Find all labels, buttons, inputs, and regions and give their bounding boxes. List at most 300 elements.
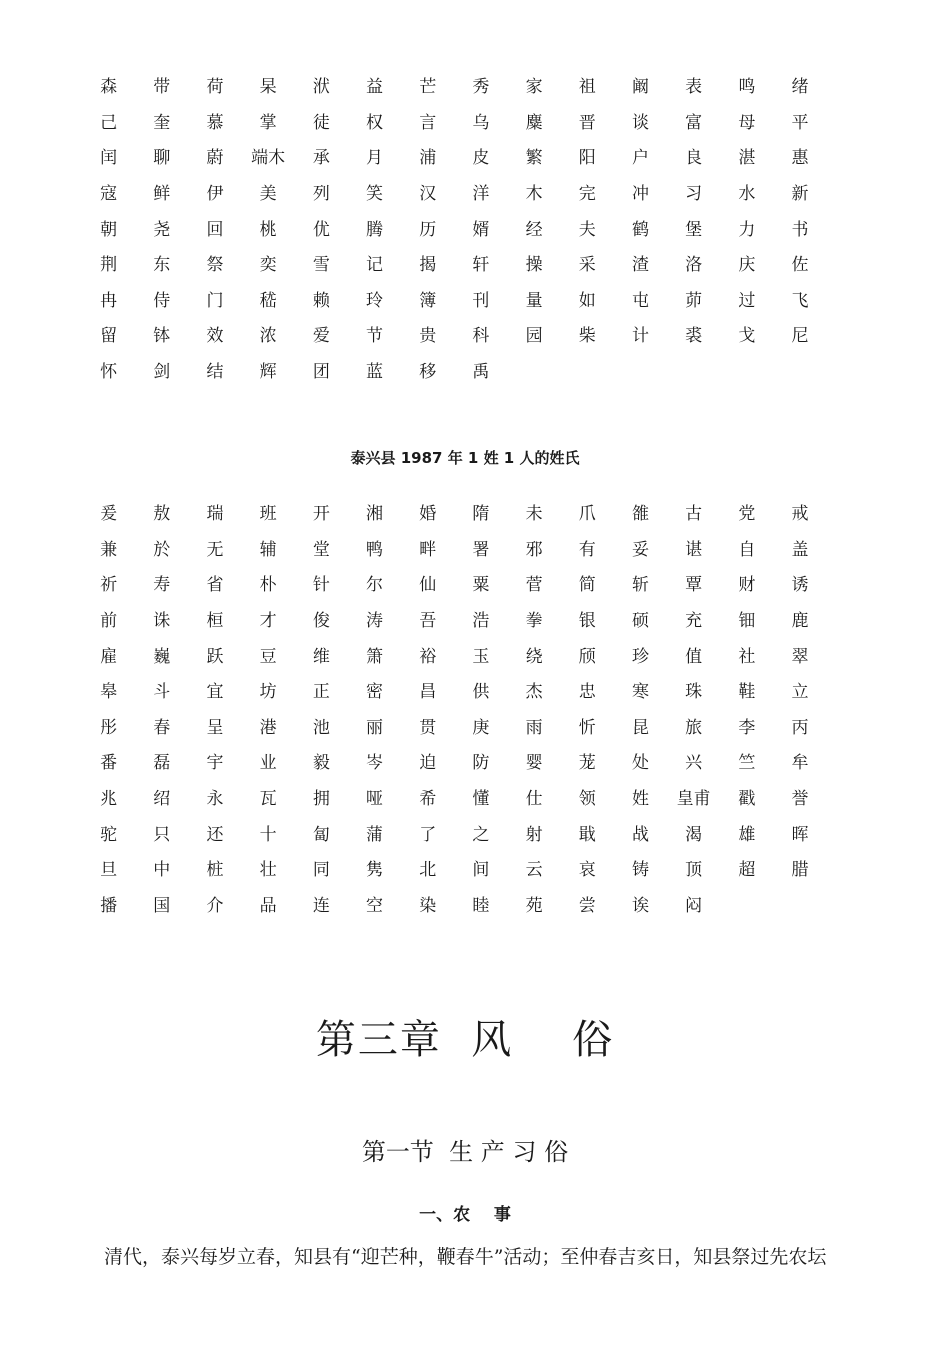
surname-cell: 昆	[631, 717, 649, 738]
surname-cell: 介	[206, 895, 224, 916]
surname-cell: 戢	[578, 824, 596, 845]
surname-cell: 之	[472, 824, 490, 845]
surname-cell: 祭	[206, 255, 224, 276]
surname-cell: 表	[685, 77, 703, 98]
surname-cell: 维	[312, 646, 330, 667]
surname-cell: 禹	[472, 362, 490, 383]
surname-cell: 移	[419, 362, 437, 383]
surname-cell: 姓	[631, 789, 649, 810]
surname-cell: 洋	[472, 184, 490, 205]
surname-cell: 杲	[259, 77, 277, 98]
surname-cell: 贯	[419, 717, 437, 738]
surname-cell: 针	[312, 575, 330, 596]
surname-cell: 旅	[685, 717, 703, 738]
surname-grid-bottom-row	[82, 604, 827, 640]
surname-cell: 己	[100, 112, 118, 133]
surname-cell: 鲜	[153, 184, 171, 205]
surname-cell: 隋	[472, 504, 490, 525]
surname-cell: 钵	[153, 326, 171, 347]
surname-grid-top-row	[82, 248, 827, 284]
surname-cell: 戈	[738, 326, 756, 347]
surname-cell: 掌	[259, 112, 277, 133]
surname-cell: 品	[259, 895, 277, 916]
surname-cell: 鸣	[738, 77, 756, 98]
surname-cell: 腊	[791, 860, 809, 881]
surname-grid-bottom-row	[82, 889, 827, 925]
surname-cell: 权	[366, 112, 384, 133]
surname-cell: 菅	[525, 575, 543, 596]
surname-cell: 银	[578, 611, 596, 632]
surname-cell: 雇	[100, 646, 118, 667]
surname-cell: 昌	[419, 682, 437, 703]
surname-cell: 皮	[472, 148, 490, 169]
surname-cell: 珠	[685, 682, 703, 703]
surname-cell: 水	[738, 184, 756, 205]
surname-grid-top-row	[82, 106, 827, 142]
surname-cell: 兆	[100, 789, 118, 810]
surname-cell: 粟	[472, 575, 490, 596]
surname-cell: 谈	[631, 112, 649, 133]
surname-cell: 领	[578, 789, 596, 810]
surname-cell: 列	[312, 184, 330, 205]
surname-cell: 颀	[578, 646, 596, 667]
surname-cell: 朴	[259, 575, 277, 596]
surname-cell: 邪	[525, 539, 543, 560]
surname-cell: 播	[100, 895, 118, 916]
surname-cell: 射	[525, 824, 543, 845]
surname-cell: 呈	[206, 717, 224, 738]
surname-cell: 处	[631, 753, 649, 774]
subsection-title: 第一节 生 产 习 俗	[361, 1138, 569, 1166]
surname-grid-top-row	[82, 355, 827, 391]
surname-cell: 效	[206, 326, 224, 347]
surname-cell: 门	[206, 290, 224, 311]
surname-cell: 哑	[366, 789, 384, 810]
surname-cell: 了	[419, 824, 437, 845]
surname-cell: 力	[738, 219, 756, 240]
surname-cell: 采	[578, 255, 596, 276]
surname-cell: 秀	[472, 77, 490, 98]
surname-cell: 宇	[206, 753, 224, 774]
surname-cell: 庆	[738, 255, 756, 276]
surname-cell: 东	[153, 255, 171, 276]
surname-cell: 浓	[259, 326, 277, 347]
surname-cell: 书	[791, 219, 809, 240]
surname-cell: 阚	[631, 77, 649, 98]
surname-cell: 忠	[578, 682, 596, 703]
surname-cell: 俊	[312, 611, 330, 632]
surname-cell: 中	[153, 860, 171, 881]
surname-cell: 夫	[578, 219, 596, 240]
surname-cell: 麋	[525, 112, 543, 133]
surname-cell: 豆	[259, 646, 277, 667]
surname-cell: 渣	[631, 255, 649, 276]
surname-cell: 古	[685, 504, 703, 525]
surname-cell: 未	[525, 504, 543, 525]
surname-cell: 习	[685, 184, 703, 205]
surname-cell: 赖	[312, 290, 330, 311]
surname-grid-bottom-row	[82, 639, 827, 675]
surname-cell: 轩	[472, 255, 490, 276]
surname-cell: 正	[312, 682, 330, 703]
surname-cell: 闰	[100, 148, 118, 169]
surname-cell: 桓	[206, 611, 224, 632]
surname-cell: 党	[738, 504, 756, 525]
surname-cell: 尧	[153, 219, 171, 240]
surname-cell: 腾	[366, 219, 384, 240]
surname-cell: 鸭	[366, 539, 384, 560]
surname-cell: 自	[738, 539, 756, 560]
surname-cell: 妥	[631, 539, 649, 560]
surname-cell: 绕	[525, 646, 543, 667]
surname-cell: 懂	[472, 789, 490, 810]
surname-cell: 荆	[100, 255, 118, 276]
surname-cell: 结	[206, 362, 224, 383]
surname-cell: 杰	[525, 682, 543, 703]
surname-cell: 皇甫	[676, 789, 711, 810]
surname-cell: 空	[366, 895, 384, 916]
surname-cell: 簿	[419, 290, 437, 311]
surname-cell: 鹤	[631, 219, 649, 240]
surname-cell: 浦	[419, 148, 437, 169]
surname-cell: 家	[525, 77, 543, 98]
section-title: 泰兴县 1987 年 1 姓 1 人的姓氏	[350, 449, 580, 467]
surname-cell: 班	[259, 504, 277, 525]
surname-cell: 谌	[685, 539, 703, 560]
surname-cell: 木	[525, 184, 543, 205]
surname-cell: 堂	[312, 539, 330, 560]
surname-cell: 巍	[153, 646, 171, 667]
surname-cell: 战	[631, 824, 649, 845]
surname-cell: 经	[525, 219, 543, 240]
surname-cell: 贵	[419, 326, 437, 347]
surname-cell: 省	[206, 575, 224, 596]
surname-cell: 承	[312, 148, 330, 169]
surname-cell: 湛	[738, 148, 756, 169]
surname-cell: 瓦	[259, 789, 277, 810]
surname-cell: 湘	[366, 504, 384, 525]
surname-cell: 密	[366, 682, 384, 703]
surname-cell: 社	[738, 646, 756, 667]
surname-cell: 涛	[366, 611, 384, 632]
surname-cell: 记	[366, 255, 384, 276]
surname-cell: 寒	[631, 682, 649, 703]
surname-cell: 坊	[259, 682, 277, 703]
surname-cell: 才	[259, 611, 277, 632]
surname-cell: 渴	[685, 824, 703, 845]
surname-cell: 言	[419, 112, 437, 133]
surname-cell: 嵇	[259, 290, 277, 311]
surname-cell: 雒	[631, 504, 649, 525]
surname-grid-bottom-row	[82, 568, 827, 604]
surname-cell: 间	[472, 860, 490, 881]
surname-cell: 美	[259, 184, 277, 205]
surname-cell: 简	[578, 575, 596, 596]
surname-cell: 吾	[419, 611, 437, 632]
surname-cell: 爱	[312, 326, 330, 347]
surname-cell: 同	[312, 860, 330, 881]
surname-cell: 珍	[631, 646, 649, 667]
surname-cell: 庚	[472, 717, 490, 738]
surname-cell: 优	[312, 219, 330, 240]
surname-cell: 婴	[525, 753, 543, 774]
surname-grid-top-row	[82, 319, 827, 355]
surname-cell: 云	[525, 860, 543, 881]
surname-cell: 钿	[738, 611, 756, 632]
surname-cell: 芒	[419, 77, 437, 98]
surname-cell: 鞋	[738, 682, 756, 703]
surname-grid-bottom	[82, 497, 827, 924]
surname-cell: 聊	[153, 148, 171, 169]
surname-cell: 绍	[153, 789, 171, 810]
surname-cell: 驼	[100, 824, 118, 845]
surname-cell: 超	[738, 860, 756, 881]
surname-cell: 拥	[312, 789, 330, 810]
surname-cell: 笑	[366, 184, 384, 205]
surname-cell: 无	[206, 539, 224, 560]
surname-grid-bottom-row	[82, 497, 827, 533]
surname-cell: 仕	[525, 789, 543, 810]
surname-cell: 哀	[578, 860, 596, 881]
surname-cell: 港	[259, 717, 277, 738]
surname-grid-bottom-row	[82, 746, 827, 782]
surname-cell: 玲	[366, 290, 384, 311]
surname-cell: 尔	[366, 575, 384, 596]
surname-cell: 跃	[206, 646, 224, 667]
surname-cell: 雄	[738, 824, 756, 845]
surname-cell: 量	[525, 290, 543, 311]
surname-cell: 宜	[206, 682, 224, 703]
surname-cell: 戒	[791, 504, 809, 525]
surname-cell: 侍	[153, 290, 171, 311]
surname-grid-bottom-row	[82, 711, 827, 747]
surname-cell: 箫	[366, 646, 384, 667]
surname-cell: 彤	[100, 717, 118, 738]
surname-cell: 回	[206, 219, 224, 240]
surname-cell: 茏	[578, 753, 596, 774]
surname-cell: 如	[578, 290, 596, 311]
surname-grid-bottom-row	[82, 853, 827, 889]
surname-cell: 柴	[578, 326, 596, 347]
surname-cell: 完	[578, 184, 596, 205]
surname-cell: 蓝	[366, 362, 384, 383]
surname-grid-bottom-row	[82, 533, 827, 569]
surname-cell: 科	[472, 326, 490, 347]
surname-grid-top-row	[82, 284, 827, 320]
surname-cell: 刊	[472, 290, 490, 311]
surname-cell: 繁	[525, 148, 543, 169]
surname-cell: 汉	[419, 184, 437, 205]
surname-cell: 朝	[100, 219, 118, 240]
surname-cell: 斗	[153, 682, 171, 703]
surname-cell: 瑞	[206, 504, 224, 525]
surname-cell: 染	[419, 895, 437, 916]
surname-cell: 财	[738, 575, 756, 596]
surname-cell: 供	[472, 682, 490, 703]
surname-cell: 户	[631, 148, 649, 169]
surname-cell: 池	[312, 717, 330, 738]
surname-cell: 新	[791, 184, 809, 205]
surname-cell: 值	[685, 646, 703, 667]
surname-cell: 岑	[366, 753, 384, 774]
surname-cell: 计	[631, 326, 649, 347]
surname-cell: 署	[472, 539, 490, 560]
surname-cell: 带	[153, 77, 171, 98]
surname-cell: 尼	[791, 326, 809, 347]
surname-cell: 桃	[259, 219, 277, 240]
surname-cell: 旦	[100, 860, 118, 881]
surname-grid-top	[82, 70, 827, 390]
surname-cell: 匐	[312, 824, 330, 845]
surname-cell: 翠	[791, 646, 809, 667]
surname-cell: 忻	[578, 717, 596, 738]
surname-grid-top-row	[82, 177, 827, 213]
surname-cell: 雪	[312, 255, 330, 276]
surname-cell: 揭	[419, 255, 437, 276]
surname-cell: 番	[100, 753, 118, 774]
surname-cell: 历	[419, 219, 437, 240]
surname-cell: 慕	[206, 112, 224, 133]
chapter-title: 第三章 风 俗	[315, 1017, 615, 1063]
surname-cell: 仙	[419, 575, 437, 596]
surname-cell: 端木	[251, 148, 286, 169]
surname-cell: 冉	[100, 290, 118, 311]
surname-cell: 兴	[685, 753, 703, 774]
surname-cell: 留	[100, 326, 118, 347]
surname-cell: 盖	[791, 539, 809, 560]
surname-cell: 晖	[791, 824, 809, 845]
surname-cell: 剑	[153, 362, 171, 383]
surname-cell: 北	[419, 860, 437, 881]
surname-cell: 乌	[472, 112, 490, 133]
surname-cell: 富	[685, 112, 703, 133]
surname-cell: 怀	[100, 362, 118, 383]
surname-cell: 硕	[631, 611, 649, 632]
surname-cell: 奕	[259, 255, 277, 276]
surname-cell: 荷	[206, 77, 224, 98]
item-title: 一、农 事	[419, 1205, 511, 1225]
surname-cell: 前	[100, 611, 118, 632]
surname-cell: 徒	[312, 112, 330, 133]
surname-cell: 晋	[578, 112, 596, 133]
surname-cell: 戳	[738, 789, 756, 810]
surname-cell: 蔚	[206, 148, 224, 169]
surname-cell: 闷	[685, 895, 703, 916]
surname-cell: 顶	[685, 860, 703, 881]
surname-cell: 洑	[312, 77, 330, 98]
surname-cell: 充	[685, 611, 703, 632]
surname-grid-bottom-row	[82, 817, 827, 853]
surname-cell: 婚	[419, 504, 437, 525]
surname-cell: 丙	[791, 717, 809, 738]
surname-cell: 过	[738, 290, 756, 311]
surname-cell: 还	[206, 824, 224, 845]
surname-cell: 绪	[791, 77, 809, 98]
surname-cell: 洛	[685, 255, 703, 276]
surname-cell: 迫	[419, 753, 437, 774]
surname-cell: 堡	[685, 219, 703, 240]
surname-cell: 辉	[259, 362, 277, 383]
surname-cell: 只	[153, 824, 171, 845]
surname-cell: 丽	[366, 717, 384, 738]
surname-cell: 尝	[578, 895, 596, 916]
surname-cell: 屯	[631, 290, 649, 311]
surname-cell: 寇	[100, 184, 118, 205]
surname-cell: 国	[153, 895, 171, 916]
surname-cell: 寿	[153, 575, 171, 596]
surname-cell: 阳	[578, 148, 596, 169]
surname-cell: 蒲	[366, 824, 384, 845]
surname-cell: 兼	[100, 539, 118, 560]
surname-cell: 皋	[100, 682, 118, 703]
surname-cell: 玉	[472, 646, 490, 667]
surname-cell: 开	[312, 504, 330, 525]
surname-cell: 奎	[153, 112, 171, 133]
surname-cell: 十	[259, 824, 277, 845]
surname-cell: 浩	[472, 611, 490, 632]
surname-cell: 惠	[791, 148, 809, 169]
surname-cell: 诛	[153, 611, 171, 632]
surname-cell: 希	[419, 789, 437, 810]
surname-cell: 母	[738, 112, 756, 133]
surname-cell: 磊	[153, 753, 171, 774]
surname-cell: 益	[366, 77, 384, 98]
surname-cell: 辅	[259, 539, 277, 560]
surname-cell: 园	[525, 326, 543, 347]
surname-cell: 於	[153, 539, 171, 560]
surname-cell: 永	[206, 789, 224, 810]
surname-cell: 防	[472, 753, 490, 774]
surname-cell: 诱	[791, 575, 809, 596]
surname-cell: 冲	[631, 184, 649, 205]
surname-cell: 操	[525, 255, 543, 276]
surname-cell: 牟	[791, 753, 809, 774]
surname-cell: 爰	[100, 504, 118, 525]
surname-cell: 祖	[578, 77, 596, 98]
surname-grid-top-row	[82, 70, 827, 106]
surname-grid-top-row	[82, 212, 827, 248]
surname-cell: 壮	[259, 860, 277, 881]
surname-cell: 节	[366, 326, 384, 347]
surname-cell: 立	[791, 682, 809, 703]
surname-cell: 毅	[312, 753, 330, 774]
surname-cell: 裕	[419, 646, 437, 667]
surname-cell: 雨	[525, 717, 543, 738]
surname-cell: 铸	[631, 860, 649, 881]
surname-cell: 隽	[366, 860, 384, 881]
surname-cell: 斩	[631, 575, 649, 596]
surname-cell: 良	[685, 148, 703, 169]
surname-cell: 业	[259, 753, 277, 774]
surname-cell: 森	[100, 77, 118, 98]
surname-cell: 爪	[578, 504, 596, 525]
surname-cell: 誉	[791, 789, 809, 810]
surname-cell: 婿	[472, 219, 490, 240]
surname-grid-bottom-row	[82, 675, 827, 711]
surname-cell: 有	[578, 539, 596, 560]
surname-cell: 月	[366, 148, 384, 169]
surname-cell: 畔	[419, 539, 437, 560]
surname-cell: 竺	[738, 753, 756, 774]
body-paragraph: 清代，泰兴每岁立春，知县有“迎芒种，鞭春牛”活动；至仲春吉亥日，知县祭过先农坛	[104, 1246, 827, 1268]
surname-cell: 茆	[685, 290, 703, 311]
surname-cell: 鹿	[791, 611, 809, 632]
surname-cell: 桩	[206, 860, 224, 881]
surname-grid-top-row	[82, 141, 827, 177]
surname-cell: 团	[312, 362, 330, 383]
surname-cell: 裘	[685, 326, 703, 347]
surname-cell: 连	[312, 895, 330, 916]
